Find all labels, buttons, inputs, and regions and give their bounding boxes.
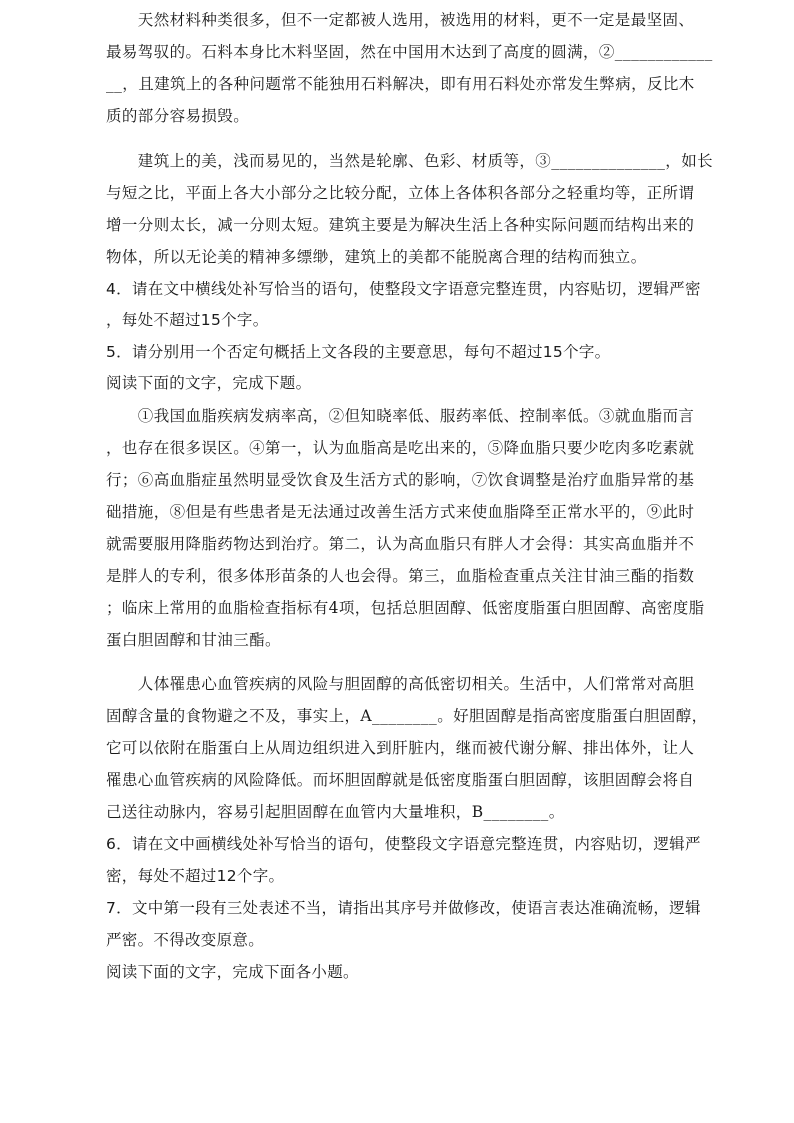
text-line: ，也存在很多误区。④第一，认为血脂高是吃出来的，⑤降血脂只要少吃肉多吃素就 <box>106 439 695 457</box>
text-line: 建筑上的美，浅而易见的，当然是轮廓、色彩、材质等，③______________，如长 <box>106 152 714 170</box>
text-line: 行；⑥高血脂症虽然明显受饮食及生活方式的影响，⑦饮食调整是治疗血脂异常的基 <box>106 471 695 489</box>
text-line: 物体，所以无论美的精神多缥缈，建筑上的美都不能脱离合理的结构而独立。 <box>106 248 647 266</box>
question-line: ，每处不超过15个字。 <box>106 311 269 329</box>
text-line: 它可以依附在脂蛋白上从周边组织进入到肝脏内，继而被代谢分解、排出体外，让人 <box>106 739 695 757</box>
text-line: ；临床上常用的血脂检查指标有4项，包括总胆固醇、低密度脂蛋白胆固醇、高密度脂 <box>106 599 705 617</box>
text-line: 与短之比，平面上各大小部分之比较分配，立体上各体积各部分之轻重均等，正所谓 <box>106 184 695 202</box>
text-line: 天然材料种类很多，但不一定都被人选用，被选用的材料，更不一定是最坚固、 <box>106 11 695 29</box>
text-line: ①我国血脂疾病发病率高，②但知晓率低、服药率低、控制率低。③就血脂而言 <box>106 407 695 425</box>
section-instruction: 阅读下面的文字，完成下面各小题。 <box>106 963 359 981</box>
question-line: 6．请在文中画横线处补写恰当的语句，使整段文字语意完整连贯，内容贴切，逻辑严 <box>106 835 701 853</box>
text-line: 蛋白胆固醇和甘油三酯。 <box>106 631 281 649</box>
section-instruction: 阅读下面的文字，完成下题。 <box>106 374 312 392</box>
text-line: 就需要服用降脂药物达到治疗。第二，认为高血脂只有胖人才会得：其实高血脂并不 <box>106 535 695 553</box>
text-line: 增一分则太长，减一分则太短。建筑主要是为解决生活上各种实际问题而结构出来的 <box>106 216 695 234</box>
text-line: 是胖人的专利，很多体形苗条的人也会得。第三，血脂检查重点关注甘油三酯的指数 <box>106 567 695 585</box>
question-line: 密，每处不超过12个字。 <box>106 867 285 885</box>
question-line: 5．请分别用一个否定句概括上文各段的主要意思，每句不超过15个字。 <box>106 343 611 361</box>
text-line: 质的部分容易损毁。 <box>106 107 250 125</box>
text-line: 己送往动脉内，容易引起胆固醇在血管内大量堆积，B________。 <box>106 803 565 821</box>
question-line: 4．请在文中横线处补写恰当的语句，使整段文字语意完整连贯，内容贴切，逻辑严密 <box>106 280 701 298</box>
text-line: 础措施，⑧但是有些患者是无法通过改善生活方式来使血脂降至正常水平的，⑨此时 <box>106 503 695 521</box>
question-line: 7．文中第一段有三处表述不当，请指出其序号并做修改，使语言表达准确流畅，逻辑 <box>106 899 701 917</box>
question-line: 严密。不得改变原意。 <box>106 931 265 949</box>
text-line: 最易驾驭的。石料本身比木料坚固，然在中国用木达到了高度的圆满，②____________ <box>106 43 713 61</box>
text-line: 人体罹患心血管疾病的风险与胆固醇的高低密切相关。生活中，人们常常对高胆 <box>106 675 695 693</box>
text-line: __，且建筑上的各种问题常不能独用石料解决，即有用石料处亦常发生弊病，反比木 <box>106 75 695 93</box>
text-line: 罹患心血管疾病的风险降低。而坏胆固醇就是低密度脂蛋白胆固醇，该胆固醇会将自 <box>106 771 695 789</box>
text-line: 固醇含量的食物避之不及，事实上，A________。好胆固醇是指高密度脂蛋白胆固醇， <box>106 707 708 725</box>
